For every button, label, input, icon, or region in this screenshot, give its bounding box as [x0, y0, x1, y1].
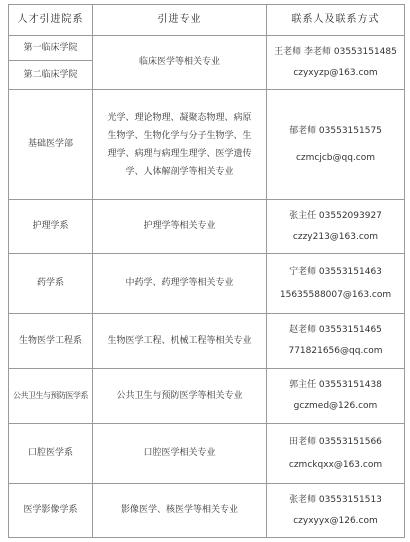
contact-person-phone: 田老师 03553151566 [289, 436, 382, 447]
major-cell [93, 369, 266, 423]
college-name: 口腔医学系 [27, 448, 73, 459]
contact-cell [267, 314, 404, 368]
major-text: 临床医学等相关专业 [138, 57, 220, 68]
contact-cell [267, 90, 404, 199]
header-college: 人才引进院系 [17, 14, 84, 26]
major-cell [93, 484, 266, 537]
contact-email: czmcjcb@qq.com [295, 152, 376, 163]
header-major: 引进专业 [157, 14, 202, 26]
college-name: 药学系 [36, 278, 64, 289]
contact-cell [267, 254, 404, 313]
contact-email: 771821656@qq.com [288, 346, 383, 357]
contact-cell [267, 424, 404, 483]
major-text: 生物医学工程、机械工程等相关专业 [107, 335, 252, 346]
contact-person-phone: 张主任 03552093927 [289, 211, 382, 222]
major-text-line: 学、人体解剖学等相关专业 [125, 166, 234, 177]
major-text-line: 理学、病理与病理生理学、医学遗传 [107, 148, 252, 159]
major-text: 影像医学、核医学等相关专业 [120, 505, 238, 516]
major-cell [93, 90, 266, 199]
major-cell [93, 314, 266, 368]
contact-person-phone: 郁老师 03553151575 [289, 126, 382, 137]
contact-person-phone: 王老师 李老师 03553151485 [274, 47, 397, 58]
college-name: 第二临床学院 [23, 69, 78, 80]
major-text: 中药学、药理学等相关专业 [125, 278, 234, 289]
contact-cell [267, 36, 404, 89]
major-cell [93, 254, 266, 313]
college-name: 生物医学工程系 [18, 335, 82, 346]
contact-person-phone: 宁老师 03553151463 [289, 266, 382, 277]
contact-email: czzy213@163.com [292, 231, 379, 242]
major-text-line: 生物学、生物化学与分子生物学、生 [107, 130, 252, 141]
contact-cell [267, 369, 404, 423]
major-text-line: 光学、理论物理、凝聚态物理、病原 [107, 112, 252, 123]
contact-cell [267, 484, 404, 537]
contact-person-phone: 赵老师 03553151465 [289, 325, 382, 336]
header-contact: 联系人及联系方式 [291, 14, 380, 26]
college-name: 护理学系 [32, 221, 69, 232]
major-text: 口腔医学相关专业 [143, 448, 216, 459]
major-cell [93, 36, 266, 89]
major-cell [93, 200, 266, 253]
college-name: 第一临床学院 [23, 42, 78, 53]
contact-email: czmckqxx@163.com [288, 460, 383, 471]
contact-person-phone: 郭主任 03553151438 [289, 380, 382, 391]
contact-email: czyxyzp@163.com [293, 67, 378, 78]
contact-email: czyxyyx@126.com [293, 515, 378, 526]
college-name: 医学影像学系 [23, 505, 78, 516]
college-name: 基础医学部 [27, 139, 73, 150]
contact-email: 15635588007@163.com [279, 290, 392, 301]
major-text: 护理学等相关专业 [143, 221, 216, 232]
contact-email: gczmed@126.com [293, 401, 378, 412]
contact-cell [267, 200, 404, 253]
contact-person-phone: 张老师 03553151513 [289, 495, 382, 506]
major-cell [93, 424, 266, 483]
major-text: 公共卫生与预防医学等相关专业 [116, 390, 243, 401]
college-name: 公共卫生与预防医学系 [13, 390, 88, 400]
